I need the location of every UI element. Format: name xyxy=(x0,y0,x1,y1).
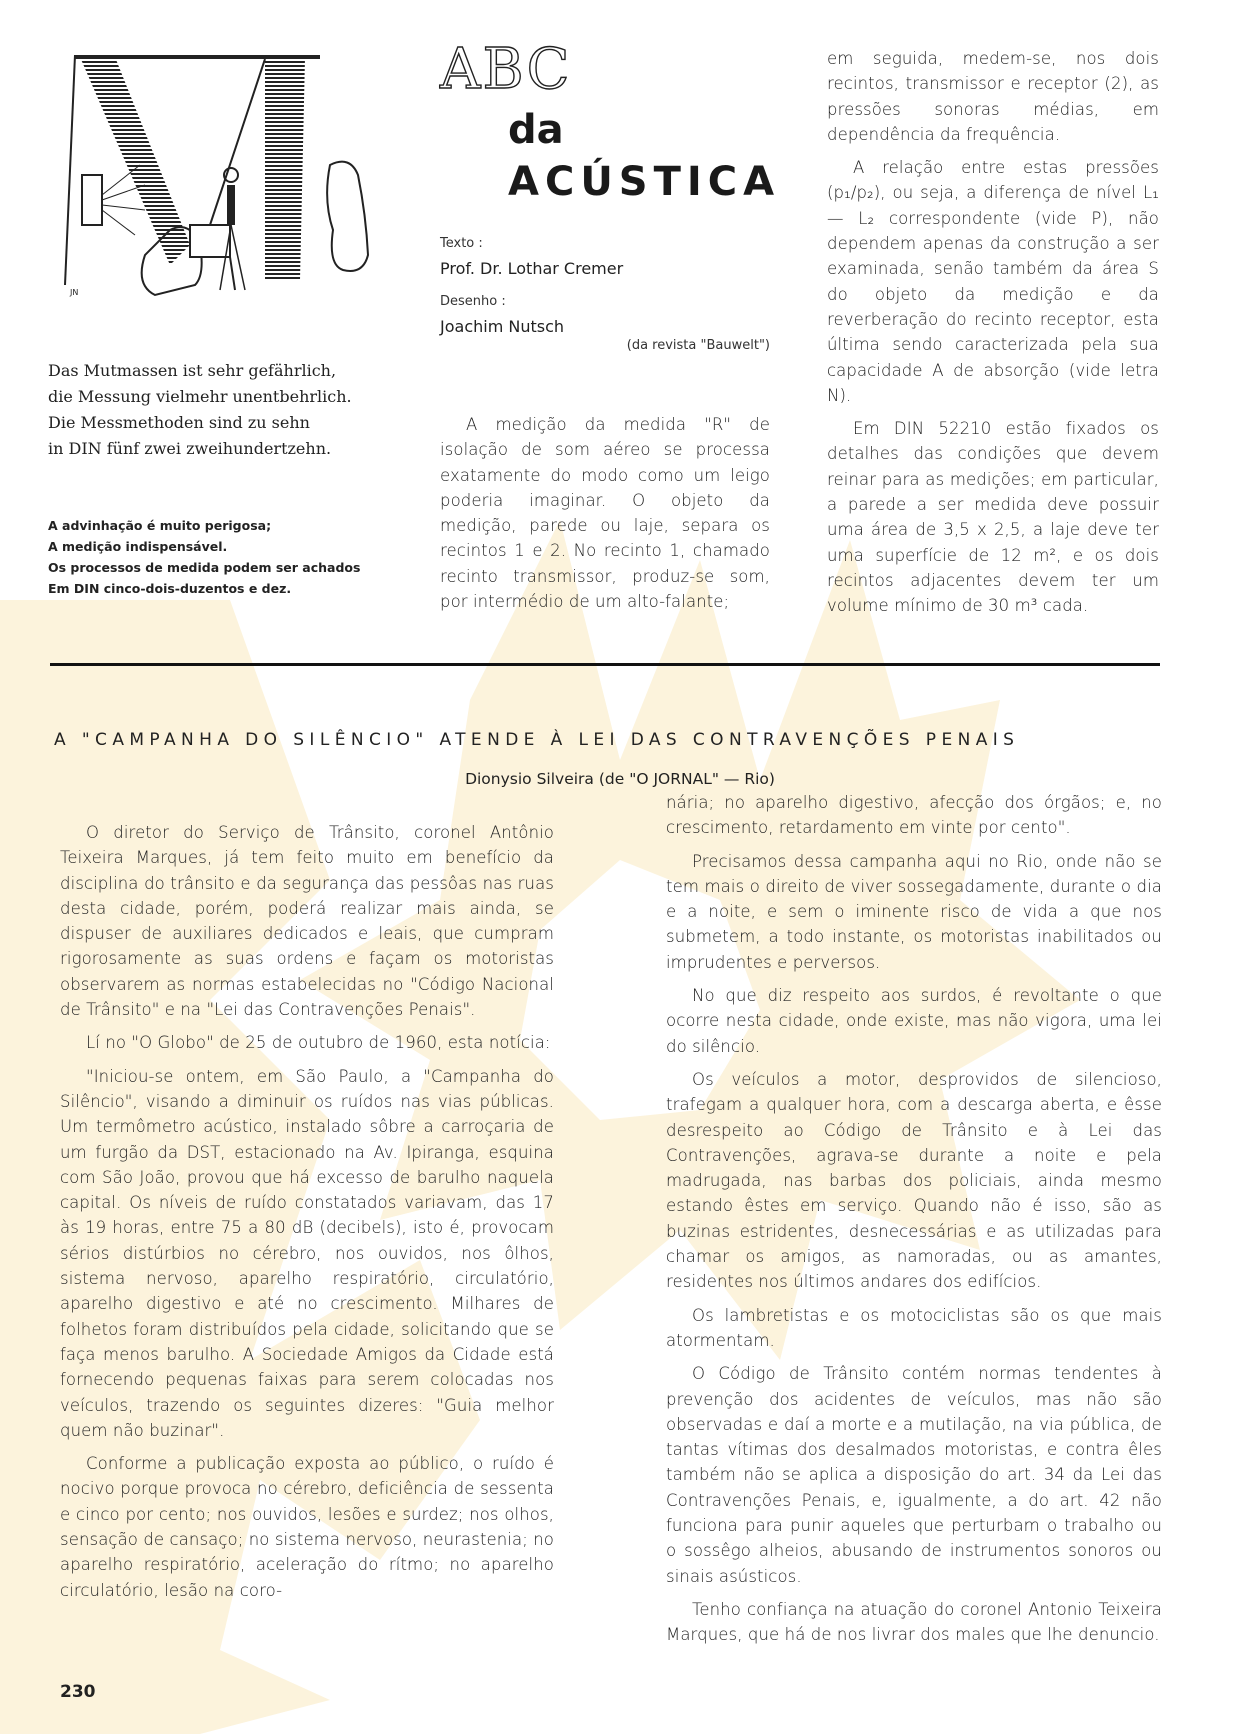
verse-line: Das Mutmassen ist sehr gefährlich, xyxy=(48,361,337,380)
paragraph: Os veículos a motor, desprovidos de silencioso, trafegam a qualquer hora, com a descarga aberta, e êsse desrespeito ao Código de Trânsito e à Lei das Contravenções, agrava-se durante a noite e pela madrugada, nas barbas dos policiais, ainda mesmo estando êstes em serviço. Quando não é isso, são as buzinas estridentes, desnecessárias e as utilizadas para chamar os amigos, as namoradas, ou as amantes, residentes nos últimos andares dos edifícios. xyxy=(666,1069,1162,1292)
verse-line: in DIN fünf zwei zweihundertzehn. xyxy=(48,439,332,458)
verse-line: Os processos de medida podem ser achados xyxy=(48,560,361,575)
paragraph: Os lambretistas e os motociclistas são os que mais atormentam. xyxy=(666,1305,1162,1350)
title-acustica: ACÚSTICA xyxy=(508,159,781,205)
verse-line: Em DIN cinco-dois-duzentos e dez. xyxy=(48,581,292,596)
paragraph: Lí no "O Globo" de 25 de outubro de 1960, esta notícia: xyxy=(86,1033,551,1053)
abc-column-middle xyxy=(440,412,770,622)
paragraph: Tenho confiança na atuação do coronel Antonio Teixeira Marques, que há de nos livrar dos males que lhe denuncio. xyxy=(666,1599,1162,1645)
paragraph: O Código de Trânsito contém normas tendentes à prevenção dos acidentes de veículos, mas não são observadas e daí a morte e a mutilação, na via pública, de tantas vítimas dos desalmados motoristas, e contra êles também não se aplica a disposição do art. 34 da Lei das Contravenções Penais, e, igualmente, a do art. 42 não funciona para punir aqueles que perturbam o trabalho ou o sossêgo alheios, abusando de instrumentos sonoros ou sinais asústicos. xyxy=(666,1364,1162,1586)
paragraph: Conforme a publicação exposta ao público, o ruído é nocivo porque provoca no cérebro, deficiência de sessenta e cinco por cento; nos ouvidos, lesões e surdez; nos olhos, sensação de cansaço; no sistema nervoso, neurastenia; no aparelho respiratório, aceleração do rítmo; no aparelho circulatório, lesão na coro- xyxy=(60,1454,554,1600)
paragraph: A medição da medida "R" de isolação de som aéreo se processa exatamente do modo como um leigo poderia imaginar. O objeto da medição, parede ou laje, separa os recintos 1 e 2. No recinto 1, chamado recinto transmissor, produz-se som, por intermédio de um alto-falante; xyxy=(440,415,770,612)
paragraph: em seguida, medem-se, nos dois recintos, transmissor e receptor (2), as pressões sonoras médias, em dependência da frequência. xyxy=(827,49,1159,144)
artist-signature: JN xyxy=(70,288,79,297)
title-da: da xyxy=(508,107,564,153)
article-author: Dionysio Silveira xyxy=(465,770,594,788)
title-block xyxy=(440,37,781,205)
article-left-column xyxy=(60,820,554,1611)
drawing-author: Joachim Nutsch xyxy=(440,317,565,336)
paragraph: No que diz respeito aos surdos, é revoltante o que ocorre nesta cidade, onde existe, mas não vigora, uma lei do silêncio. xyxy=(666,986,1162,1056)
section-divider xyxy=(50,663,1160,666)
drawing-label: Desenho : xyxy=(440,294,506,309)
text-label: Texto : xyxy=(440,236,483,251)
source-note: (da revista "Bauwelt") xyxy=(626,338,770,353)
paragraph: "Iniciou-se ontem, em São Paulo, a "Campanha do Silêncio", visando a diminuir os ruídos nas vias públicas. Um termômetro acústico, instalado sôbre a carroçaria de um furgão da DST, estacionado na Av. Ipiranga, esquina com São João, provou que há excesso de barulho naquela capital. Os níveis de ruído constatados variavam, das 17 às 19 horas, entre 75 a 80 dB (decibels), isto é, provocam sérios distúrbios no cérebro, nos ouvidos, nos ôlhos, sistema nervoso, aparelho respiratório, circulatório, aparelho digestivo e até no crescimento. Milhares de folhetos foram distribuídos pela cidade, solicitando que se faça menos barulho. A Sociedade Amigos da Cidade está fornecendo pequenas faixas para serem colocadas nos veículos, trazendo os seguintes dizeres: "Guia melhor quem não buzinar". xyxy=(60,1066,554,1440)
verse-line: A medição indispensável. xyxy=(48,539,228,554)
paragraph: O diretor do Serviço de Trânsito, coronel Antônio Teixeira Marques, já tem feito muito em benefício da disciplina do trânsito e da segurança das pessôas nas ruas desta cidade, porém, poderá realizar mais ainda, se dispuser de auxiliares dedicados e leais, que cumpram rigorosamente as suas ordens e façam os motoristas observarem as normas estabelecidas no "Código Nacional de Trânsito" e na "Lei das Contravenções Penais". xyxy=(60,823,554,1020)
text-author: Prof. Dr. Lothar Cremer xyxy=(440,259,624,278)
verse-line: A advinhação é muito perigosa; xyxy=(48,518,272,533)
article-source: (de "O JORNAL" — Rio) xyxy=(598,770,775,788)
article-byline xyxy=(0,770,1240,788)
paragraph: Precisamos dessa campanha aqui no Rio, onde não se tem mais o direito de viver sossegadamente, durante o dia e a noite, e sem o iminente risco de vida a que nos submetem, a todo instante, os motoristas inabilitados ou imprudentes e perversos. xyxy=(666,851,1162,972)
verse-line: die Messung vielmehr unentbehrlich. xyxy=(48,387,352,406)
portuguese-verse xyxy=(48,515,388,599)
page-number: 230 xyxy=(60,1682,96,1702)
paragraph: A relação entre estas pressões (p₁/p₂), ou seja, a diferença de nível L₁ — L₂ correspondente (vide P), não dependem apenas da construção a ser examinada, senão também da área S do objeto da medição e da reverberação do recinto receptor, esta última sendo caracterizada pela sua capacidade A de absorção (vide letra N). xyxy=(827,158,1159,405)
m-letter-illustration xyxy=(60,45,380,315)
title-abc: ABC xyxy=(440,37,572,102)
paragraph: Em DIN 52210 estão fixados os detalhes das condições que devem reinar para as medições; em particular, a parede a ser medida deve possuir uma área de 3,5 x 2,5, a laje deve ter uma superfície de 12 m², e os dois recintos adjacentes devem ter um volume mínimo de 30 m³ cada. xyxy=(827,419,1159,616)
article-title: A "CAMPANHA DO SILÊNCIO" ATENDE À LEI DAS CONTRAVENÇÕES PENAIS xyxy=(54,730,1020,750)
german-verse xyxy=(48,358,368,462)
abc-column-right xyxy=(827,46,1159,627)
credits xyxy=(440,236,770,353)
article-right-column xyxy=(666,790,1162,1656)
verse-line: Die Messmethoden sind zu sehn xyxy=(48,413,310,432)
paragraph: nária; no aparelho digestivo, afecção dos órgãos; e, no crescimento, retardamento em vinte por cento". xyxy=(666,793,1162,838)
